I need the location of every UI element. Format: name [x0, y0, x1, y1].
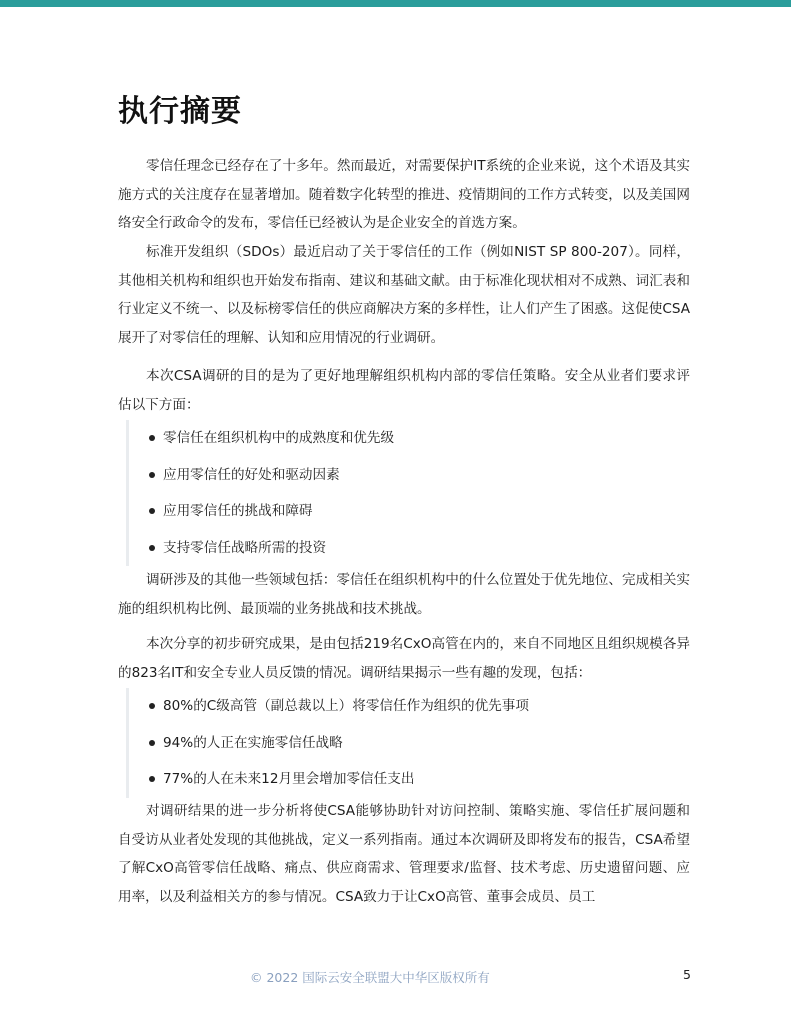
paragraph-intro: 零信任理念已经存在了十多年。然而最近，对需要保护IT系统的企业来说，这个术语及其实施方式的关注度存在显著增加。随着数字化转型的推进、疫情期间的工作方式转变，以及美国网络安全行政命令的发布，零信任已经被认为是企业安全的首选方案。 [118, 158, 690, 231]
list-item: 应用零信任的挑战和障碍 [163, 493, 394, 530]
paragraph-results: 本次分享的初步研究成果，是由包括219名CxO高管在内的，来自不同地区且组织规模各异的823名IT和安全专业人员反馈的情况。调研结果揭示一些有趣的发现，包括： [118, 636, 690, 681]
top-accent-bar [0, 0, 791, 7]
paragraph-standards: 标准开发组织（SDOs）最近启动了关于零信任的工作（例如NIST SP 800-207）。同样，其他相关机构和组织也开始发布指南、建议和基础文献。由于标准化现状相对不成熟、词汇表和行业定义不统一、以及标榜零信任的供应商解决方案的多样性，让人们产生了困惑。这促使CSA展开了对零信任的理解、认知和应用情况的行业调研。 [118, 244, 690, 346]
paragraph-purpose: 本次CSA调研的目的是为了更好地理解组织机构内部的零信任策略。安全从业者们要求评估以下方面： [118, 368, 690, 413]
list-item: 支持零信任战略所需的投资 [163, 530, 394, 567]
assessment-list [126, 420, 394, 566]
paragraph-further-analysis: 对调研结果的进一步分析将使CSA能够协助针对访问控制、策略实施、零信任扩展问题和自受访从业者处发现的其他挑战，定义一系列指南。通过本次调研及即将发布的报告，CSA希望了解CxO高管零信任战略、痛点、供应商需求、管理要求/监督、技术考虑、历史遗留问题、应用率，以及利益相关方的参与情况。CSA致力于让CxO高管、董事会成员、员工 [118, 803, 690, 905]
footer-copyright: © 2022 国际云安全联盟大中华区版权所有 [250, 970, 490, 985]
list-item: 94%的人正在实施零信任战略 [163, 725, 529, 762]
page-number: 5 [683, 967, 691, 982]
list-item: 77%的人在未来12月里会增加零信任支出 [163, 761, 529, 798]
list-item: 零信任在组织机构中的成熟度和优先级 [163, 420, 394, 457]
list-item: 应用零信任的好处和驱动因素 [163, 457, 394, 494]
findings-list [126, 688, 529, 798]
paragraph-other-areas: 调研涉及的其他一些领域包括：零信任在组织机构中的什么位置处于优先地位、完成相关实施的组织机构比例、最顶端的业务挑战和技术挑战。 [118, 572, 690, 617]
page-title: 执行摘要 [118, 94, 242, 129]
list-item: 80%的C级高管（副总裁以上）将零信任作为组织的优先事项 [163, 688, 529, 725]
